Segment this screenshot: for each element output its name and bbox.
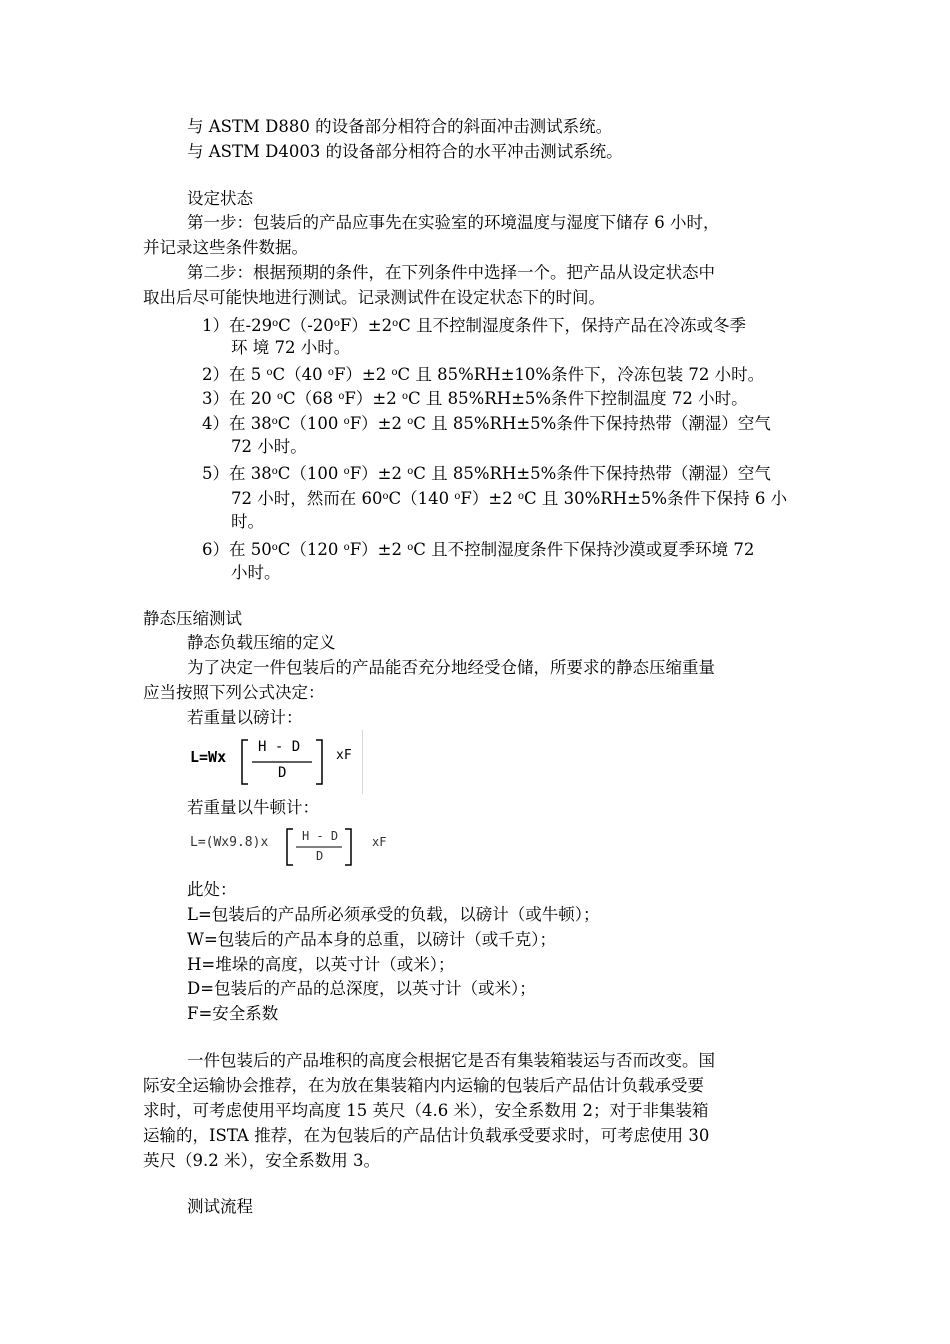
static-para-line-2: 应当按照下列公式决定： bbox=[143, 683, 325, 702]
formula-pounds-prefix: L=Wx bbox=[190, 748, 227, 766]
step1-line-2: 并记录这些条件数据。 bbox=[143, 238, 308, 257]
procedure-heading: 测试流程 bbox=[187, 1197, 253, 1216]
stack-para-line-5: 英尺（9.2 米），安全系数用 3。 bbox=[143, 1151, 380, 1170]
condition-item-4-cont: 72 小时。 bbox=[231, 437, 307, 456]
condition-item-1-cont: 环 境 72 小时。 bbox=[231, 338, 351, 357]
static-para-line-1: 为了决定一件包装后的产品能否充分地经受仓储，所要求的静态压缩重量 bbox=[187, 658, 715, 677]
formula-newtons-denominator: D bbox=[316, 849, 324, 863]
equipment-horizontal-line: 与 ASTM D4003 的设备部分相符合的水平冲击测试系统。 bbox=[187, 142, 623, 161]
step2-line-2: 取出后尽可能快地进行测试。记录测试件在设定状态下的时间。 bbox=[143, 288, 605, 307]
stack-para-line-3: 求时，可考虑使用平均高度 15 英尺（4.6 米），安全系数用 2；对于非集装箱 bbox=[143, 1101, 709, 1120]
condition-item-5-cont: 72 小时，然而在 60$^o$C（140 $^o$F）±2 $^o$C 且 30%RH±5%条件下保持 6 小 bbox=[231, 489, 788, 508]
if-pounds-label: 若重量以磅计： bbox=[187, 708, 303, 727]
condition-item-5: 5）在 38$^o$C（100 $^o$F）±2 $^o$C 且 85%RH±5%条件下保持热带（潮湿）空气 bbox=[202, 464, 771, 483]
def-L: L=包装后的产品所必须承受的负载，以磅计（或牛顿）； bbox=[187, 905, 600, 924]
formula-pounds-suffix: xF bbox=[336, 748, 352, 763]
if-newtons-label: 若重量以牛顿计： bbox=[187, 798, 319, 817]
condition-item-6-cont: 小时。 bbox=[231, 563, 281, 582]
condition-item-3: 3）在 20 $^o$C（68 $^o$F）±2 $^o$C 且 85%RH±5%条件下控制温度 72 小时。 bbox=[202, 389, 748, 408]
equipment-incline-line: 与 ASTM D880 的设备部分相符合的斜面冲击测试系统。 bbox=[187, 117, 613, 136]
formula-pounds bbox=[186, 730, 363, 794]
def-H: H=堆垛的高度，以英寸计（或米）； bbox=[187, 955, 455, 974]
formula-pounds-denominator: D bbox=[278, 765, 287, 781]
formula-newtons-suffix: xF bbox=[372, 835, 387, 849]
condition-item-2: 2）在 5 $^o$C（40 $^o$F）±2 $^o$C 且 85%RH±10%条件下，冷冻包装 72 小时。 bbox=[202, 365, 765, 384]
where-label: 此处： bbox=[187, 880, 237, 899]
static-heading: 静态压缩测试 bbox=[143, 609, 242, 628]
condition-item-4: 4）在 38$^o$C（100 $^o$F）±2 $^o$C 且 85%RH±5%条件下保持热带（潮湿）空气 bbox=[202, 414, 771, 433]
step2-line-1: 第二步：根据预期的条件，在下列条件中选择一个。把产品从设定状态中 bbox=[187, 263, 715, 282]
condition-item-6: 6）在 50$^o$C（120 $^o$F）±2 $^o$C 且不控制湿度条件下保持沙漠或夏季环境 72 bbox=[202, 540, 755, 559]
stack-para-line-4: 运输的，ISTA 推荐，在为包装后的产品估计负载承受要求时，可考虑使用 30 bbox=[143, 1126, 710, 1145]
def-D: D=包装后的产品的总深度，以英寸计（或米）； bbox=[187, 979, 536, 998]
def-F: F=安全系数 bbox=[187, 1004, 279, 1023]
static-def-heading: 静态负载压缩的定义 bbox=[187, 633, 336, 652]
condition-item-5-cont2: 时。 bbox=[231, 512, 264, 531]
stack-para-line-2: 际安全运输协会推荐，在为放在集装箱内内运输的包装后产品估计负载承受要 bbox=[143, 1076, 704, 1095]
step1-line-1: 第一步：包装后的产品应事先在实验室的环境温度与湿度下储存 6 小时， bbox=[187, 213, 720, 232]
condition-item-1: 1）在$-29^oC(-20^oF)\pm 2^oC$ 且不控制湿度条件下，保持产品在冷冻或冬季 bbox=[202, 316, 747, 335]
formula-newtons-prefix: L=(Wx9.8)x bbox=[190, 835, 269, 850]
stack-para-line-1: 一件包装后的产品堆积的高度会根据它是否有集装箱装运与否而改变。国 bbox=[187, 1051, 715, 1070]
formula-newtons-numerator: H - D bbox=[302, 829, 339, 843]
def-W: W=包装后的产品本身的总重，以磅计（或千克）； bbox=[187, 930, 557, 949]
conditioning-heading: 设定状态 bbox=[187, 189, 253, 208]
formula-pounds-numerator: H - D bbox=[258, 739, 301, 755]
formula-newtons bbox=[186, 825, 401, 869]
